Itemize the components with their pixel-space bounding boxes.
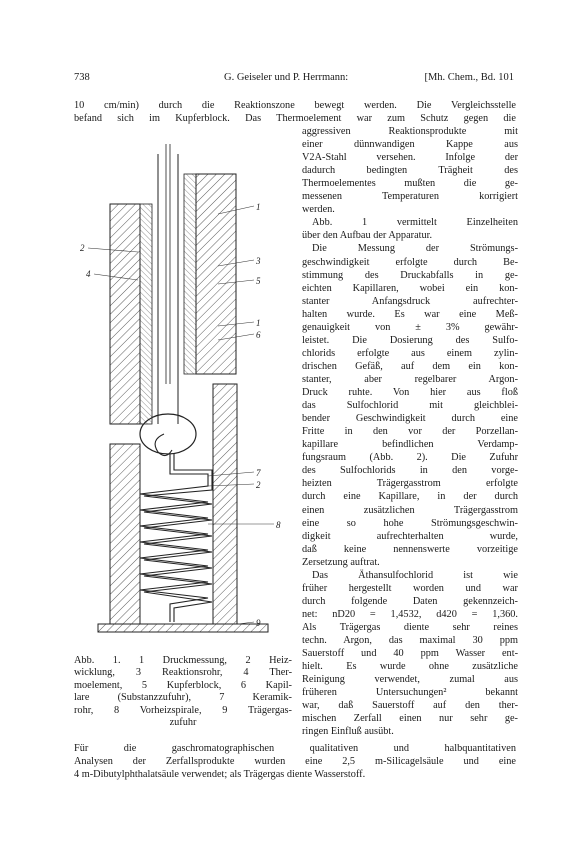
running-header bbox=[74, 72, 514, 86]
body-line: genauigkeit von ± 3% gewähr- bbox=[302, 321, 518, 333]
body-line: stanter, aber regelbarer Argon- bbox=[302, 374, 518, 385]
body-line: Abb. 1 vermittelt Einzelheiten bbox=[312, 217, 518, 229]
page-number: 738 bbox=[74, 72, 90, 83]
body-line: 10 cm/min) durch die Reaktionszone bewegt werden. Die Vergleichsstelle bbox=[74, 100, 516, 111]
heating-winding-right bbox=[184, 174, 196, 374]
apparatus-figure bbox=[78, 134, 300, 652]
body-line: früheren Untersuchungen² bekannt bbox=[302, 687, 518, 699]
body-line: heizten Trägergasstrom erfolgte bbox=[302, 478, 518, 490]
lower-wall-left bbox=[110, 444, 140, 624]
label-3: 3 bbox=[256, 256, 261, 266]
body-line: stanter Anfangsdruck aufrechter- bbox=[302, 295, 518, 307]
body-line: stimmung des Druckabfalls in ge- bbox=[302, 269, 518, 281]
body-line: werden. bbox=[302, 204, 335, 216]
body-line: Für die gaschromatographischen qualitativen und halbquantitativen bbox=[74, 743, 516, 754]
heating-winding-left bbox=[140, 204, 152, 424]
figure-caption bbox=[74, 655, 292, 729]
label-9: 9 bbox=[256, 618, 261, 628]
body-line: chlorids erfolgte aus einem zylin- bbox=[302, 347, 518, 359]
body-line: Druck ruhte. Von hier aus floß bbox=[302, 387, 518, 398]
body-line: kapillare befindlichen Verdamp- bbox=[302, 439, 518, 451]
body-line: Zersetzung auftrat. bbox=[302, 556, 380, 568]
body-line: net: nD20 = 1,4532, d420 = 1,360. bbox=[302, 608, 518, 620]
body-line: V2A-Stahl versehen. Infolge der bbox=[302, 152, 518, 164]
body-line: aggressiven Reaktionsprodukte mit bbox=[302, 126, 518, 137]
body-line: eichten Kapillaren, wobei ein kon- bbox=[302, 282, 518, 294]
body-line: bender Geschwindigkeit durch eine bbox=[302, 413, 518, 425]
label-1: 1 bbox=[256, 202, 261, 212]
body-line: das Sulfochlorid mit gleichblei- bbox=[302, 400, 518, 412]
label-5: 5 bbox=[256, 276, 261, 286]
body-line: Sauerstoff und 40 ppm Wasser ent- bbox=[302, 648, 518, 659]
label-6: 6 bbox=[256, 330, 261, 340]
body-line: durch folgende Daten gekennzeich- bbox=[302, 595, 518, 607]
copper-block-right bbox=[196, 174, 236, 374]
body-line: hielt. Es wurde ohne zusätzliche bbox=[302, 661, 518, 673]
caption-line: Abb. 1. 1 Druckmessung, 2 Heiz- bbox=[74, 655, 292, 666]
body-line: einer dünnwandigen Kappe aus bbox=[302, 139, 518, 151]
body-line: daß keine nennenswerte vorzeitige bbox=[302, 543, 518, 555]
body-line: war, daß Sauerstoff auf den ther- bbox=[302, 700, 518, 712]
copper-block-left bbox=[110, 204, 140, 424]
body-line: Das Äthansulfochlorid ist wie bbox=[312, 569, 518, 581]
body-line: halten wurde. Es war eine Meß- bbox=[302, 308, 518, 320]
label-2b: 2 bbox=[256, 480, 261, 490]
body-line: befand sich im Kupferblock. Das Thermoelement war zum Schutz gegen die bbox=[74, 113, 516, 124]
body-line: Als Trägergas diente sehr reines bbox=[302, 621, 518, 633]
body-line: früher hergestellt worden und war bbox=[302, 582, 518, 594]
body-line: Die Messung der Strömungs- bbox=[312, 243, 518, 255]
caption-line: rohr, 8 Vorheizspirale, 9 Trägergas- bbox=[74, 704, 292, 716]
body-line: ringen Einfluß ausübt. bbox=[302, 726, 394, 738]
body-line: techn. Argon, das maximal 30 ppm bbox=[302, 635, 518, 646]
body-line: einen zusätzlichen Trägergasstrom bbox=[302, 504, 518, 516]
body-line: Thermoelementes mußten die ge- bbox=[302, 178, 518, 190]
body-line: mischen Zerfall einen nur sehr ge- bbox=[302, 713, 518, 725]
apparatus-diagram bbox=[78, 134, 300, 652]
body-line: digkeit aufrechterhalten wurde, bbox=[302, 530, 518, 542]
body-line: Reinigung verwendet, zumal aus bbox=[302, 674, 518, 686]
caption-line: moelement, 5 Kupferblock, 6 Kapil- bbox=[74, 679, 292, 691]
label-1b: 1 bbox=[256, 318, 261, 328]
caption-line: zufuhr bbox=[169, 717, 197, 729]
label-8: 8 bbox=[276, 520, 281, 530]
journal-reference: [Mh. Chem., Bd. 101 bbox=[424, 72, 514, 83]
body-line: geschwindigkeit erfolgte durch Be- bbox=[302, 256, 518, 268]
running-title: G. Geiseler und P. Herrmann: bbox=[224, 72, 349, 83]
label-2: 2 bbox=[80, 243, 85, 253]
body-line: 4 m-Dibutylphthalatsäule verwendet; als Trägergas diente Wasserstoff. bbox=[74, 769, 366, 780]
preheating-spiral bbox=[140, 454, 212, 622]
body-line: drischen Gefäß, auf dem ein kon- bbox=[302, 360, 518, 372]
body-line: fungsraum (Abb. 2). Die Zufuhr bbox=[302, 452, 518, 464]
body-line: eine so hohe Strömungsgeschwin- bbox=[302, 517, 518, 529]
base-plate bbox=[98, 624, 268, 632]
body-line: durch eine Kapillare, in der durch bbox=[302, 491, 518, 503]
body-line: leistet. Die Dosierung des Sulfo- bbox=[302, 334, 518, 346]
body-line: des Sulfochlorids in den vorge- bbox=[302, 465, 518, 477]
reaction-bulb bbox=[140, 414, 196, 454]
label-4: 4 bbox=[86, 269, 91, 279]
body-line: dadurch bedingten Trägheit des bbox=[302, 165, 518, 177]
body-line: Fritte in den vor der Porzellan- bbox=[302, 426, 518, 438]
body-line: über den Aufbau der Apparatur. bbox=[302, 230, 433, 242]
caption-line: wicklung, 3 Reaktionsrohr, 4 Ther- bbox=[74, 667, 292, 679]
lower-wall-right bbox=[213, 384, 237, 624]
caption-line: lare (Substanzzufuhr), 7 Keramik- bbox=[74, 692, 292, 704]
label-7: 7 bbox=[256, 468, 261, 478]
body-line: Analysen der Zerfallsprodukte wurden eine 2,5 m-Silicagelsäule und eine bbox=[74, 756, 516, 767]
body-line: messenen Temperaturen korrigiert bbox=[302, 191, 518, 203]
